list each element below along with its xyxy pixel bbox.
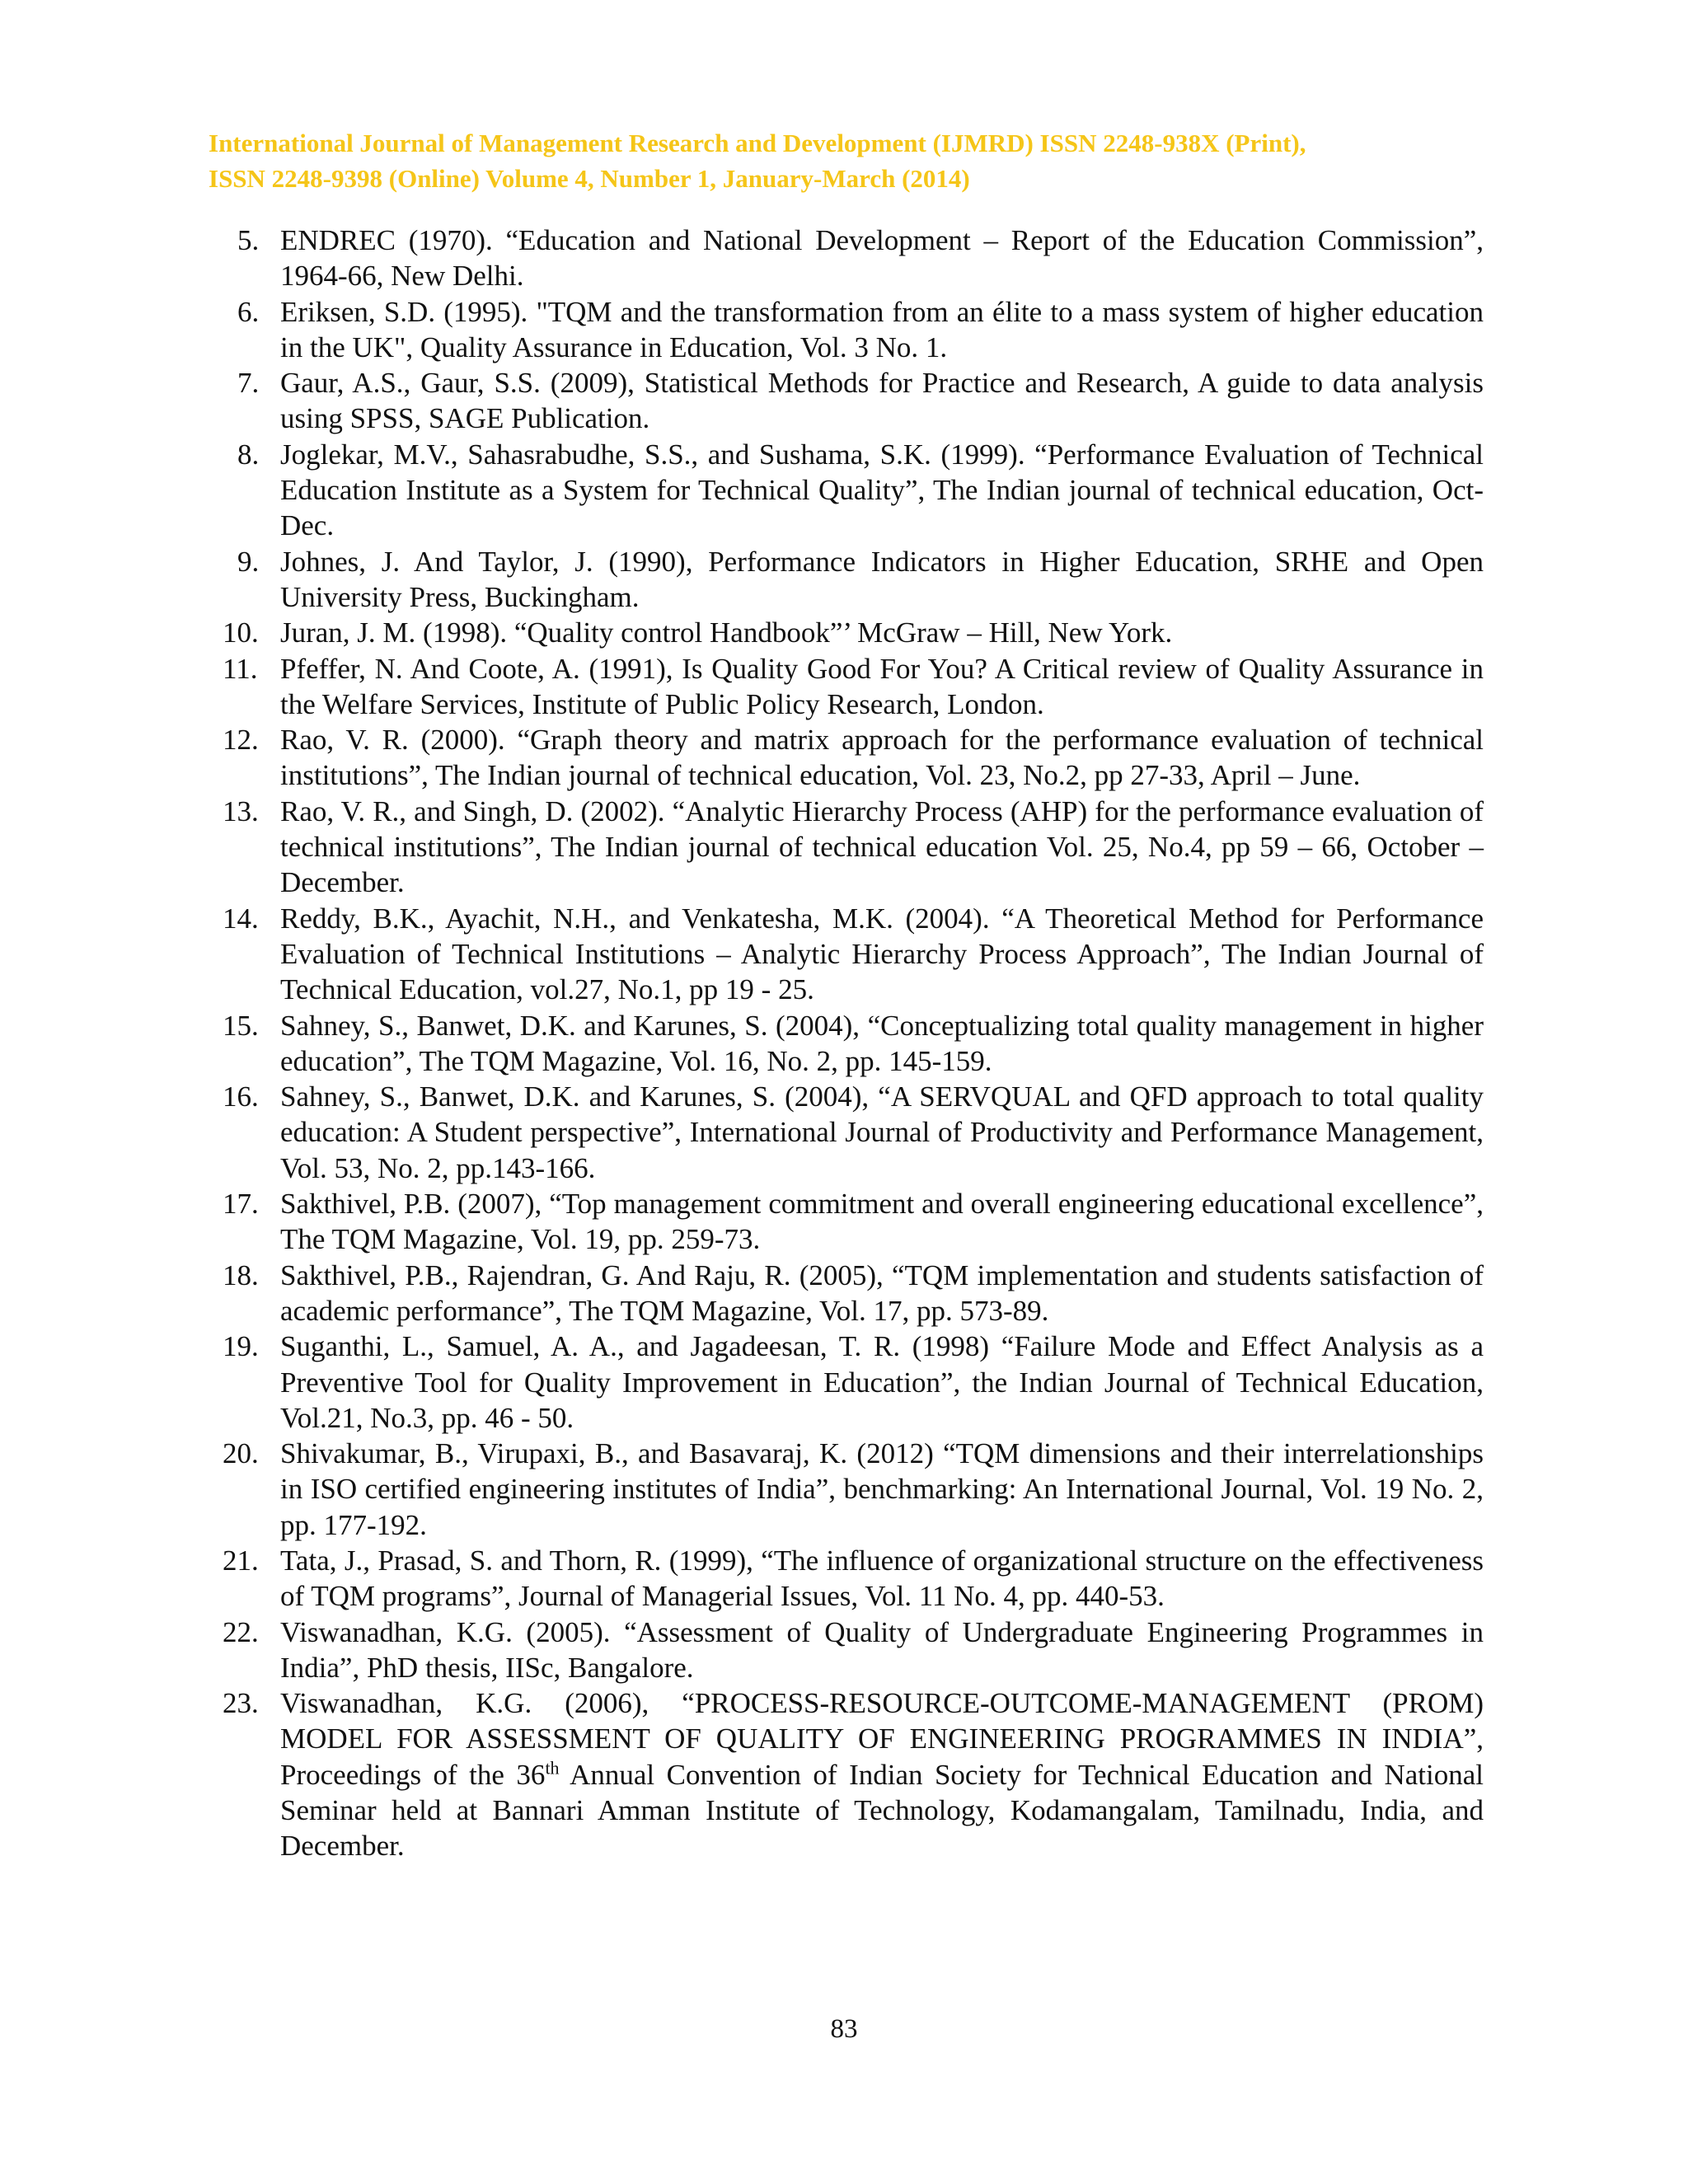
- journal-header: [209, 125, 1494, 196]
- reference-number: 9.: [237, 545, 260, 578]
- reference-text: Sakthivel, P.B. (2007), “Top management commitment and overall engineering educational excellence”, The TQM Magazine, Vol. 19, pp. 259-73.: [280, 1188, 1484, 1256]
- reference-text: Suganthi, L., Samuel, A. A., and Jagadeesan, T. R. (1998) “Failure Mode and Effect Analysis as a Preventive Tool for Quality Improvement in Education”, the Indian Journal of Technical Education, Vol.21, No.3, pp. 46 - 50.: [280, 1330, 1484, 1434]
- reference-text: Rao, V. R., and Singh, D. (2002). “Analytic Hierarchy Process (AHP) for the performance evaluation of technical institutions”, The Indian journal of technical education Vol. 25, No.4, pp 59 – 66, October – December.: [280, 794, 1484, 899]
- reference-item-12: [223, 722, 1484, 794]
- reference-number: 8.: [237, 438, 260, 471]
- reference-text: Eriksen, S.D. (1995). "TQM and the transformation from an élite to a mass system of higher education in the UK", Quality Assurance in Education, Vol. 3 No. 1.: [280, 295, 1484, 363]
- reference-item-5: [223, 223, 1484, 294]
- reference-number: 5.: [237, 224, 260, 256]
- reference-item-20: [223, 1436, 1484, 1543]
- reference-text: Gaur, A.S., Gaur, S.S. (2009), Statistical Methods for Practice and Research, A guide to data analysis using SPSS, SAGE Publication.: [280, 367, 1484, 435]
- reference-item-14: [223, 901, 1484, 1008]
- reference-text: Sahney, S., Banwet, D.K. and Karunes, S. (2004), “Conceptualizing total quality management in higher education”, The TQM Magazine, Vol. 16, No. 2, pp. 145-159.: [280, 1009, 1484, 1077]
- reference-item-8: [223, 437, 1484, 544]
- reference-item-21: [223, 1543, 1484, 1615]
- reference-text: Rao, V. R. (2000). “Graph theory and matrix approach for the performance evaluation of technical institutions”, The Indian journal of technical education, Vol. 23, No.2, pp 27-33, April – June.: [280, 724, 1484, 792]
- reference-text: Shivakumar, B., Virupaxi, B., and Basavaraj, K. (2012) “TQM dimensions and their interrelationships in ISO certified engineering institutes of India”, benchmarking: An International Journal, Vol. 19 No. 2, pp. 177-192.: [280, 1437, 1484, 1541]
- reference-number: 21.: [223, 1544, 259, 1577]
- reference-number: 17.: [223, 1188, 259, 1221]
- reference-number: 15.: [223, 1009, 259, 1042]
- reference-text-part: Annual Convention of Indian Society for Technical Education and National Seminar held at Bannari Amman Institute of Technology, Kodamangalam, Tamilnadu, India, and December.: [280, 1758, 1484, 1863]
- reference-text-part: Viswanadhan, K.G. (2006), “PROCESS-RESOURCE-OUTCOME-MANAGEMENT (PROM) MODEL FOR ASSESSMENT OF QUALITY OF ENGINEERING PROGRAMMES IN INDIA”, Proceedings of the 36: [280, 1687, 1484, 1791]
- reference-text: Juran, J. M. (1998). “Quality control Handbook”’ McGraw – Hill, New York.: [280, 616, 1173, 649]
- reference-text: Johnes, J. And Taylor, J. (1990), Performance Indicators in Higher Education, SRHE and Open University Press, Buckingham.: [280, 545, 1484, 613]
- reference-item-19: [223, 1329, 1484, 1436]
- reference-number: 12.: [223, 724, 259, 757]
- reference-text: ENDREC (1970). “Education and National Development – Report of the Education Commission”, 1964-66, New Delhi.: [280, 224, 1484, 293]
- reference-item-17: [223, 1186, 1484, 1258]
- reference-item-13: [223, 794, 1484, 901]
- reference-item-15: [223, 1008, 1484, 1080]
- reference-text: [280, 1687, 1484, 1862]
- reference-number: 13.: [223, 794, 259, 827]
- reference-item-9: [223, 544, 1484, 616]
- reference-text: Pfeffer, N. And Coote, A. (1991), Is Quality Good For You? A Critical review of Quality Assurance in the Welfare Services, Institute of Public Policy Research, London.: [280, 652, 1484, 720]
- reference-text: Viswanadhan, K.G. (2005). “Assessment of Quality of Undergraduate Engineering Programmes in India”, PhD thesis, IISc, Bangalore.: [280, 1615, 1484, 1684]
- reference-number: 7.: [237, 367, 260, 400]
- reference-item-23: [223, 1685, 1484, 1863]
- reference-text: Joglekar, M.V., Sahasrabudhe, S.S., and Sushama, S.K. (1999). “Performance Evaluation of Technical Education Institute as a System for Technical Quality”, The Indian journal of technical education, Oct-Dec.: [280, 438, 1484, 542]
- journal-header-line-1: International Journal of Management Research and Development (IJMRD) ISSN 2248-938X (Print),: [209, 129, 1306, 157]
- reference-item-18: [223, 1258, 1484, 1329]
- reference-item-10: [223, 615, 1484, 650]
- journal-header-line-2: ISSN 2248-9398 (Online) Volume 4, Number 1, January-March (2014): [209, 164, 970, 193]
- reference-number: 18.: [223, 1258, 259, 1291]
- reference-item-7: [223, 365, 1484, 437]
- reference-number: 6.: [237, 295, 260, 328]
- reference-number: 10.: [223, 616, 259, 649]
- reference-list: [223, 223, 1484, 1864]
- reference-text: Sakthivel, P.B., Rajendran, G. And Raju, R. (2005), “TQM implementation and students satisfaction of academic performance”, The TQM Magazine, Vol. 17, pp. 573-89.: [280, 1258, 1484, 1327]
- reference-number: 20.: [223, 1437, 259, 1470]
- reference-number: 19.: [223, 1330, 259, 1363]
- reference-item-22: [223, 1615, 1484, 1686]
- reference-text: Sahney, S., Banwet, D.K. and Karunes, S. (2004), “A SERVQUAL and QFD approach to total quality education: A Student perspective”, International Journal of Productivity and Performance Management, Vol. 53, No. 2, pp.143-166.: [280, 1080, 1484, 1184]
- reference-item-11: [223, 651, 1484, 723]
- reference-item-16: [223, 1079, 1484, 1186]
- reference-number: 11.: [223, 652, 258, 685]
- reference-item-6: [223, 294, 1484, 366]
- reference-text: Reddy, B.K., Ayachit, N.H., and Venkatesha, M.K. (2004). “A Theoretical Method for Performance Evaluation of Technical Institutions – Analytic Hierarchy Process Approach”, The Indian Journal of Technical Education, vol.27, No.1, pp 19 - 25.: [280, 902, 1484, 1006]
- reference-number: 23.: [223, 1687, 259, 1720]
- reference-text: Tata, J., Prasad, S. and Thorn, R. (1999), “The influence of organizational structure on the effectiveness of TQM programs”, Journal of Managerial Issues, Vol. 11 No. 4, pp. 440-53.: [280, 1544, 1484, 1613]
- page-number: 83: [830, 2014, 858, 2044]
- reference-number: 14.: [223, 902, 259, 935]
- reference-number: 22.: [223, 1615, 259, 1648]
- ordinal-superscript: th: [545, 1757, 560, 1779]
- reference-number: 16.: [223, 1080, 259, 1113]
